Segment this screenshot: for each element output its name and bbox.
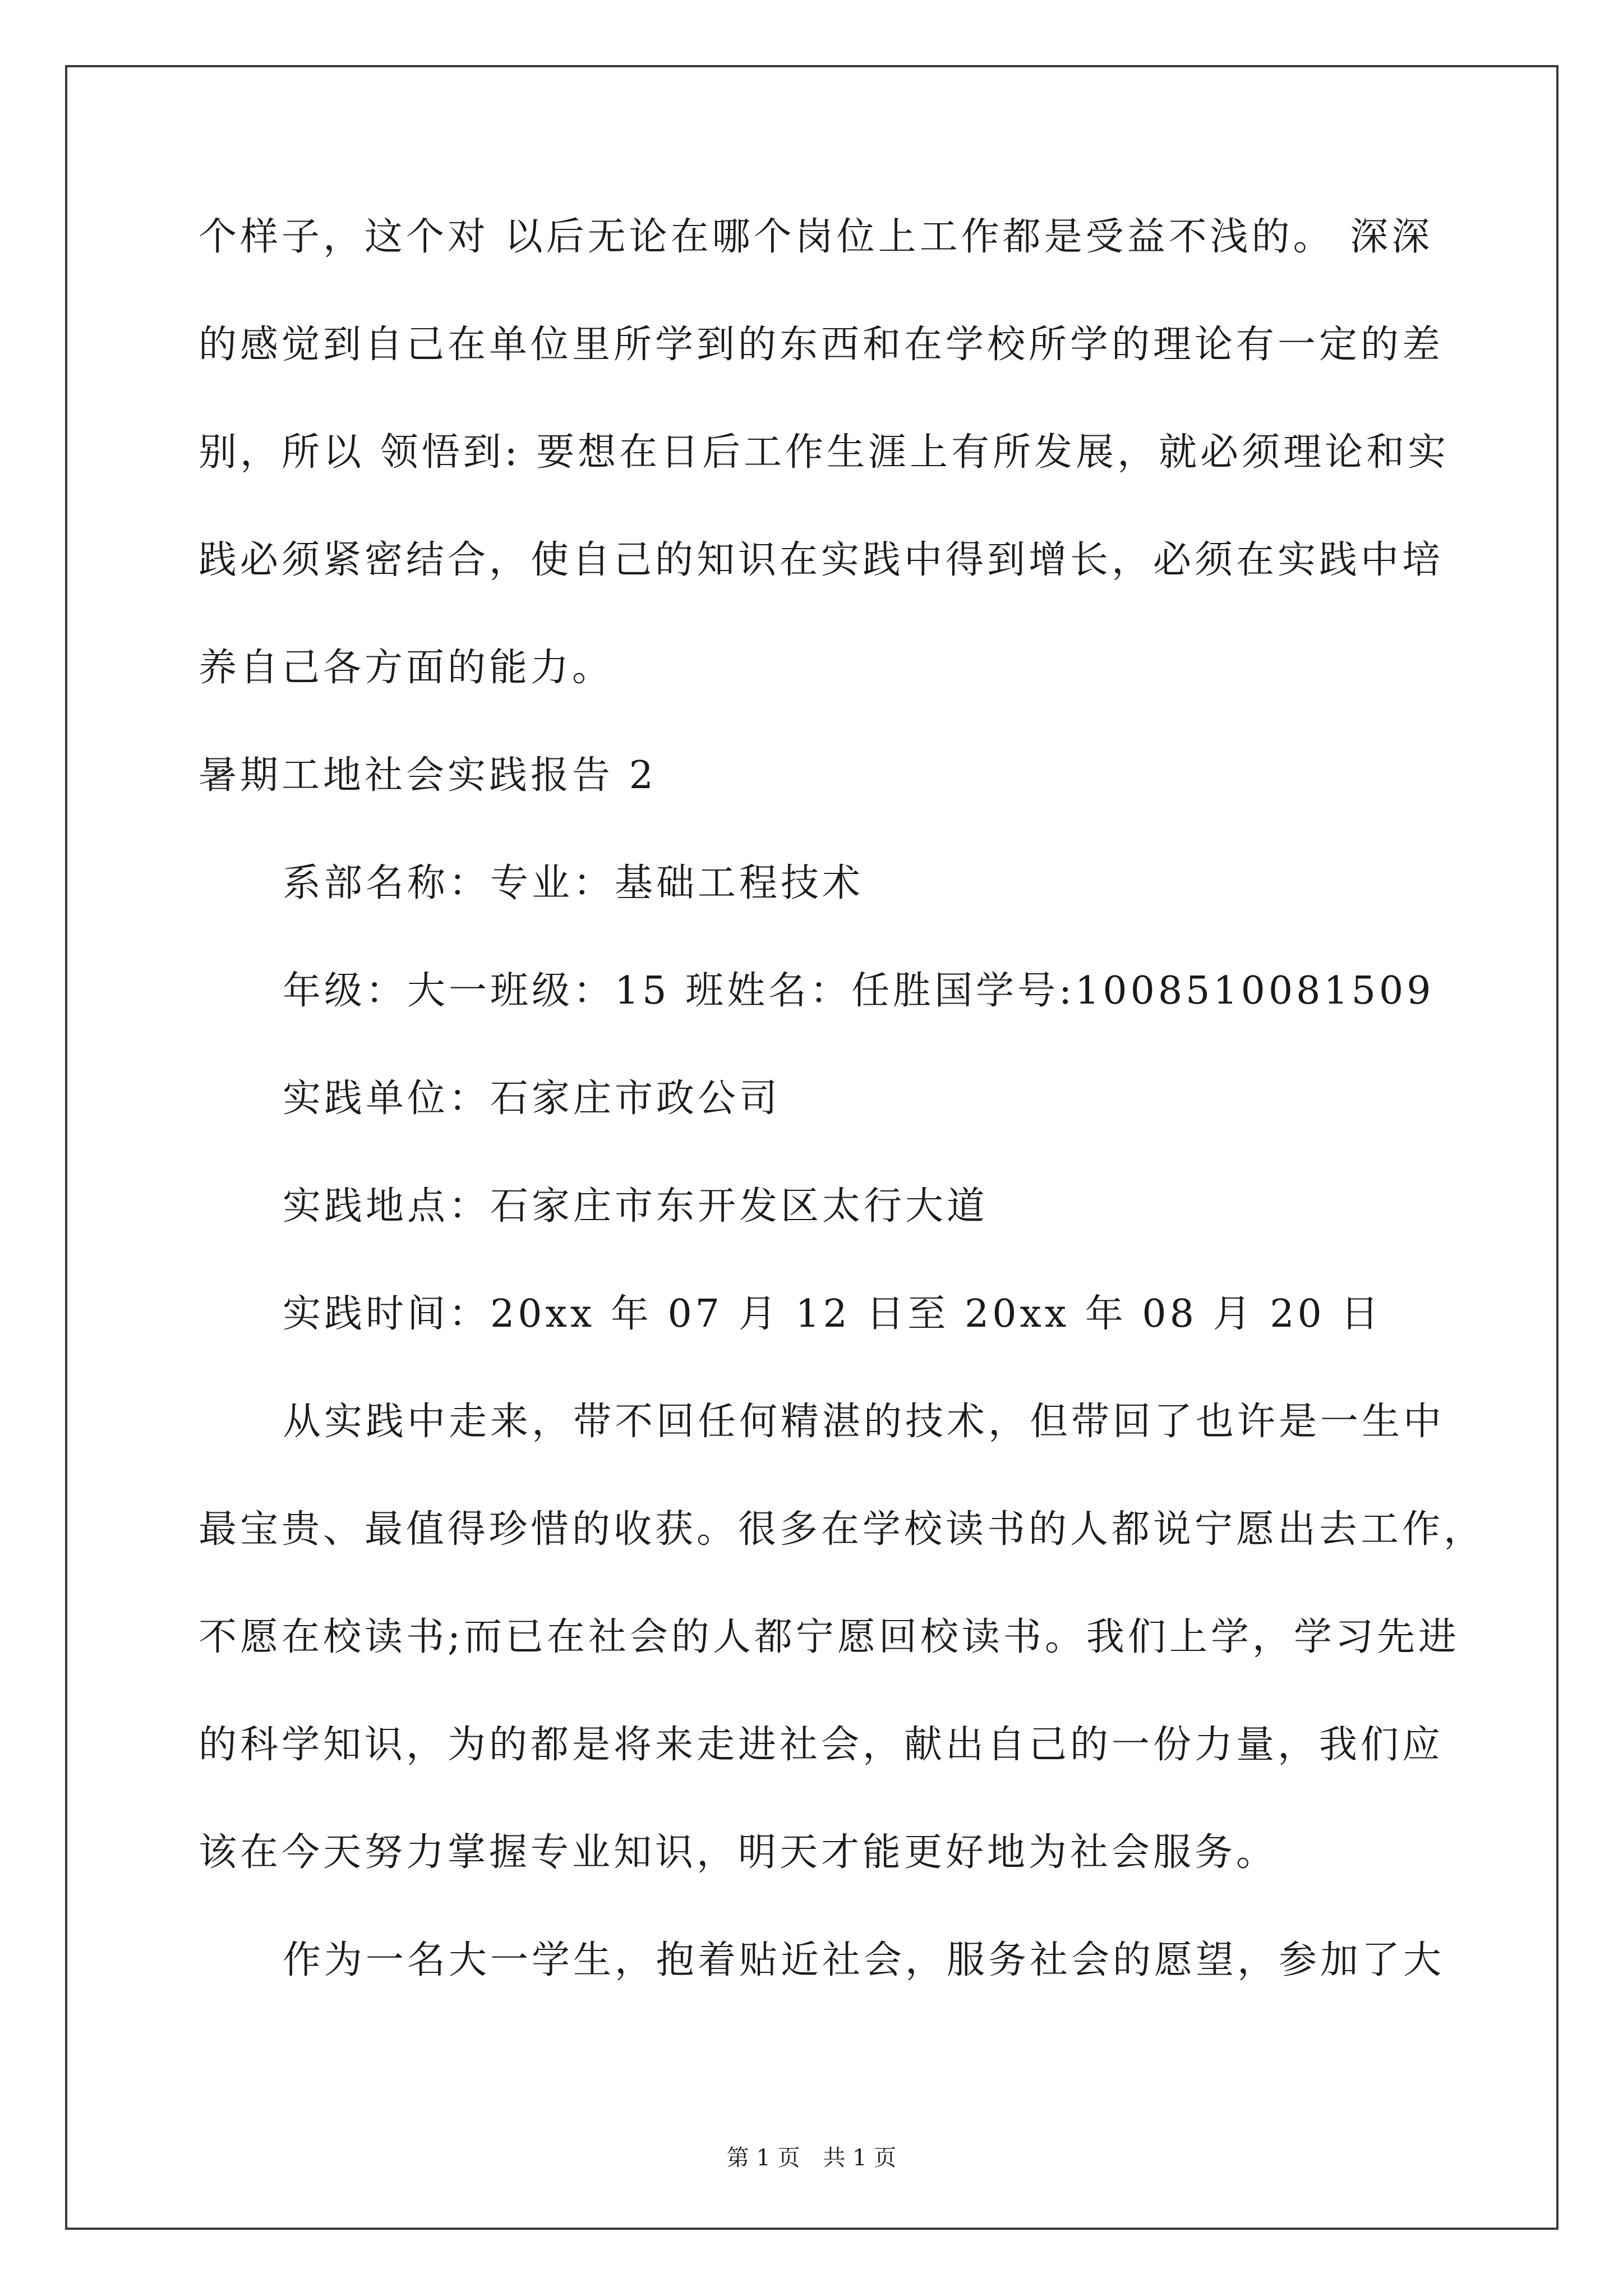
paragraph-line: 的科学知识，为的都是将来走进社会，献出自己的一份力量，我们应 xyxy=(199,1723,1444,1767)
paragraph-line: 最宝贵、最值得珍惜的收获。很多在学校读书的人都说宁愿出去工作， xyxy=(199,1507,1486,1552)
page-total: 共 1 页 xyxy=(823,2145,897,2171)
paragraph-line: 养自己各方面的能力。 xyxy=(199,646,614,690)
paragraph-line: 别，所以 领悟到: 要想在日后工作生涯上有所发展，就必须理论和实 xyxy=(199,430,1450,475)
info-period: 实践时间：20xx 年 07 月 12 日至 20xx 年 08 月 20 日 xyxy=(283,1292,1382,1336)
page-footer xyxy=(0,2144,1623,2172)
section-heading: 暑期工地社会实践报告 2 xyxy=(199,753,657,798)
info-unit: 实践单位：石家庄市政公司 xyxy=(283,1076,781,1121)
paragraph-line: 不愿在校读书;而已在社会的人都宁愿回校读书。我们上学，学习先进 xyxy=(199,1615,1460,1659)
paragraph-line: 个样子，这个对 以后无论在哪个岗位上工作都是受益不浅的。 深深 xyxy=(199,215,1433,259)
info-location: 实践地点：石家庄市东开发区太行大道 xyxy=(283,1184,989,1228)
paragraph-line: 的感觉到自己在单位里所学到的东西和在学校所学的理论有一定的差 xyxy=(199,323,1444,367)
info-department: 系部名称：专业：基础工程技术 xyxy=(283,861,864,905)
paragraph-line: 作为一名大一学生，抱着贴近社会，服务社会的愿望，参加了大 xyxy=(283,1938,1445,1982)
info-student: 年级：大一班级：15 班姓名：任胜国学号:1008510081509 xyxy=(283,969,1435,1013)
page-border xyxy=(65,65,1559,2230)
paragraph-line: 从实践中走来，带不回任何精湛的技术，但带回了也许是一生中 xyxy=(283,1400,1445,1444)
paragraph-line: 践必须紧密结合，使自己的知识在实践中得到增长，必须在实践中培 xyxy=(199,538,1444,582)
paragraph-line: 该在今天努力掌握专业知识，明天才能更好地为社会服务。 xyxy=(199,1830,1278,1875)
page-number: 第 1 页 xyxy=(726,2145,800,2171)
